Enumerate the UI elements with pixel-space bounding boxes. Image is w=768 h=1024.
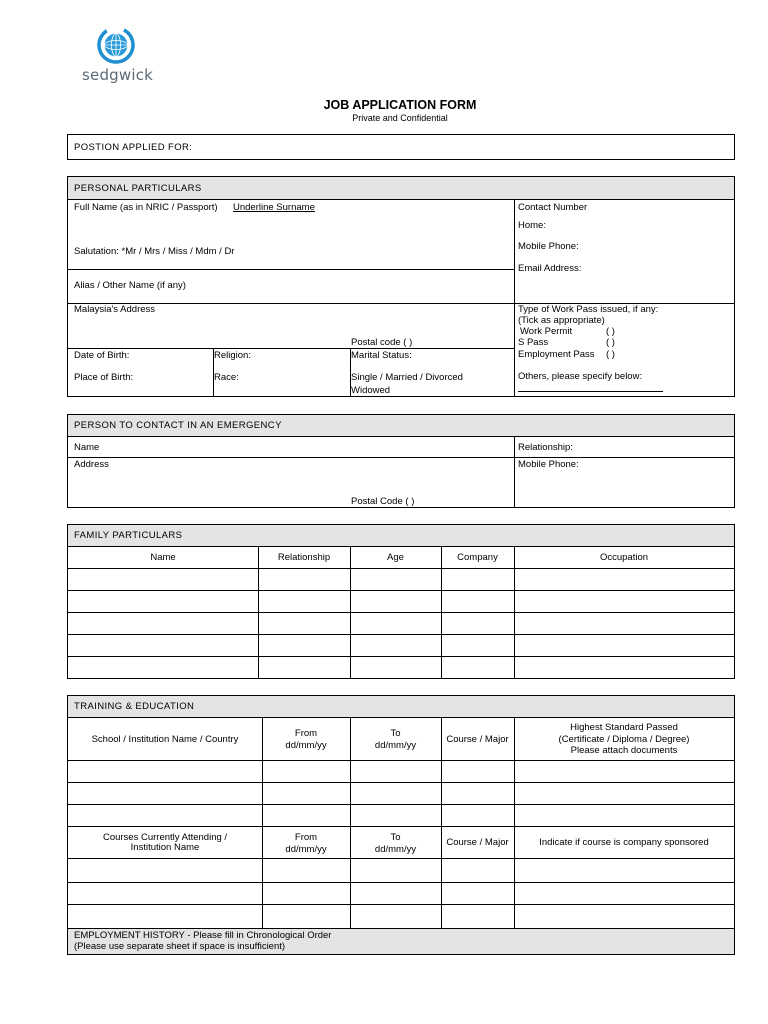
home-phone-label: Home: bbox=[518, 220, 546, 231]
s-pass-checkbox[interactable]: ( ) bbox=[606, 337, 615, 348]
emergency-mobile-label: Mobile Phone: bbox=[518, 459, 579, 470]
email-label: Email Address: bbox=[518, 263, 582, 274]
employment-pass-checkbox[interactable]: ( ) bbox=[606, 349, 615, 360]
marital-label: Marital Status: bbox=[351, 350, 412, 361]
edu-col-course: Course / Major bbox=[446, 734, 509, 745]
courses-institution-label: Institution Name bbox=[130, 842, 200, 853]
mobile-phone-label: Mobile Phone: bbox=[518, 241, 579, 252]
personal-section-title: PERSONAL PARTICULARS bbox=[74, 183, 202, 194]
others-specify-line[interactable] bbox=[518, 391, 663, 392]
family-particulars-section bbox=[67, 524, 735, 679]
edu-col-school: School / Institution Name / Country bbox=[91, 734, 239, 745]
family-col-company: Company bbox=[457, 552, 498, 563]
edu-col-highest: Highest Standard Passed bbox=[570, 722, 678, 733]
edu-col-to-format: dd/mm/yy bbox=[374, 740, 417, 751]
edu-col-to: To bbox=[390, 728, 401, 739]
brand-name: sedgwick bbox=[82, 66, 154, 84]
s-pass-label: S Pass bbox=[518, 337, 549, 348]
employment-history-title: EMPLOYMENT HISTORY - Please fill in Chronological Order bbox=[74, 930, 332, 941]
tick-label: (Tick as appropriate) bbox=[518, 315, 605, 326]
edu-col-from-format: dd/mm/yy bbox=[285, 740, 327, 751]
emergency-section-title: PERSON TO CONTACT IN AN EMERGENCY bbox=[74, 420, 282, 431]
religion-label: Religion: bbox=[214, 350, 251, 361]
underline-surname-label: Underline Surname bbox=[233, 202, 315, 213]
edu-col-highest-types: (Certificate / Diploma / Degree) bbox=[558, 734, 690, 745]
courses-col-sponsored: Indicate if course is company sponsored bbox=[539, 837, 709, 848]
full-name-label: Full Name (as in NRIC / Passport) bbox=[74, 202, 218, 213]
edu-col-highest-attach: Please attach documents bbox=[570, 745, 678, 756]
alias-label: Alias / Other Name (if any) bbox=[74, 280, 186, 291]
position-applied-label: POSTION APPLIED FOR: bbox=[74, 142, 193, 153]
courses-attending-label: Courses Currently Attending / bbox=[102, 832, 228, 843]
courses-col-course: Course / Major bbox=[446, 837, 509, 848]
dob-label: Date of Birth: bbox=[74, 350, 130, 361]
emergency-contact-section bbox=[67, 414, 735, 508]
form-title: JOB APPLICATION FORM bbox=[323, 98, 477, 112]
company-logo bbox=[80, 22, 170, 88]
courses-col-from: From bbox=[294, 832, 318, 843]
employment-history-note: (Please use separate sheet if space is insufficient) bbox=[74, 941, 286, 952]
family-section-title: FAMILY PARTICULARS bbox=[74, 530, 183, 541]
education-section-title: TRAINING & EDUCATION bbox=[74, 701, 195, 712]
family-col-relationship: Relationship bbox=[277, 552, 331, 563]
postal-code-label: Postal code ( ) bbox=[351, 337, 413, 348]
courses-col-from-format: dd/mm/yy bbox=[285, 844, 327, 855]
others-label: Others, please specify below: bbox=[518, 371, 643, 382]
courses-col-to-format: dd/mm/yy bbox=[374, 844, 417, 855]
emergency-address-label: Address bbox=[74, 459, 109, 470]
globe-logo-icon bbox=[92, 22, 144, 68]
training-education-section bbox=[67, 695, 735, 955]
salutation-label: Salutation: *Mr / Mrs / Miss / Mdm / Dr bbox=[74, 246, 235, 257]
family-col-occupation: Occupation bbox=[599, 552, 649, 563]
marital-options-2: Widowed bbox=[351, 385, 391, 396]
pob-label: Place of Birth: bbox=[74, 372, 134, 383]
position-applied-box[interactable] bbox=[67, 134, 735, 160]
employment-pass-label: Employment Pass bbox=[518, 349, 595, 360]
work-permit-checkbox[interactable]: ( ) bbox=[606, 326, 615, 337]
emergency-postal-label: Postal Code ( ) bbox=[351, 496, 415, 507]
emergency-name-label: Name bbox=[74, 442, 100, 453]
workpass-label: Type of Work Pass issued, if any: bbox=[518, 304, 659, 315]
courses-col-to: To bbox=[390, 832, 401, 843]
edu-col-from: From bbox=[294, 728, 318, 739]
address-label: Malaysia's Address bbox=[74, 304, 156, 315]
family-col-name: Name bbox=[150, 552, 176, 563]
emergency-relationship-label: Relationship: bbox=[518, 442, 573, 453]
marital-options-1: Single / Married / Divorced bbox=[351, 372, 463, 383]
contact-number-label: Contact Number bbox=[518, 202, 588, 213]
work-permit-label: Work Permit bbox=[520, 326, 573, 337]
race-label: Race: bbox=[214, 372, 239, 383]
personal-particulars-section bbox=[67, 176, 735, 397]
family-col-age: Age bbox=[387, 552, 404, 563]
form-subtitle: Private and Confidential bbox=[352, 113, 448, 123]
